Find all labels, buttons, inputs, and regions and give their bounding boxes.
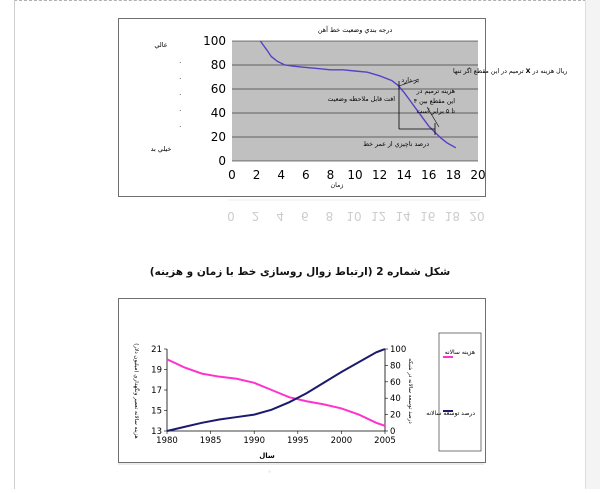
- left-axis-label: هزينه سالانه تعمير ونگهداري (ميليون دلار): [133, 343, 139, 439]
- growth-series-line: [167, 349, 385, 431]
- next-figure-edge-svg: [118, 463, 484, 489]
- figure-2-chart: [119, 299, 485, 462]
- x-tick-label: 0: [228, 168, 236, 182]
- x-tick-label: 20: [470, 168, 486, 182]
- x-tick-label: 6: [301, 168, 310, 182]
- y-tick-label: 20: [210, 130, 226, 144]
- reflected-tick-label: 4: [276, 209, 285, 223]
- y-dot: .: [179, 120, 182, 129]
- reflected-tick-label: 10: [346, 209, 362, 223]
- y-tick-label: 60: [210, 82, 226, 96]
- x-tick-label: 1985: [199, 436, 222, 446]
- reflected-tick-label: 14: [395, 209, 411, 223]
- y-tick-label: 100: [203, 34, 226, 48]
- figure-caption: شکل شماره 2 (ارتباط زوال روسازی خط با زمان و هزینه): [149, 266, 451, 278]
- page-top-border: [14, 0, 586, 1]
- x-axis-label: زمان: [330, 182, 344, 189]
- reflected-tick-label: 8: [325, 209, 334, 223]
- right-tick-label: 20: [390, 410, 401, 421]
- cost-series-line: [167, 359, 385, 426]
- x-tick-label: 1995: [286, 436, 309, 446]
- reflection-svg: [118, 198, 484, 232]
- legend-label-growth: درصد توسعه سالانه: [426, 410, 475, 417]
- reflected-tick-label: 12: [370, 209, 387, 223]
- right-tick-label: 80: [390, 361, 401, 372]
- right-tick-label: 100: [390, 345, 407, 355]
- y-tick-label: 80: [210, 58, 226, 72]
- x-tick-label: 2005: [374, 436, 396, 446]
- y-dot: .: [179, 104, 182, 113]
- page-left-margin-line: [14, 0, 15, 489]
- figure-1-reflection: [118, 198, 484, 232]
- next-figure-top-edge: [118, 463, 484, 489]
- y-tick-label: 0: [218, 154, 226, 168]
- x-tick-label: 2000: [330, 436, 353, 446]
- left-tick-label: 17: [151, 386, 162, 396]
- x-axis-label: سال: [259, 452, 275, 460]
- right-axis-label: درصد توسعه سالانه در شبكه: [407, 358, 413, 424]
- x-tick-label: 10: [347, 168, 363, 182]
- annotation-2b: اين مقطع بين ۴: [413, 98, 455, 105]
- x-tick-label: 1980: [156, 436, 178, 446]
- y-dot: .: [179, 56, 182, 65]
- y-dot: .: [179, 88, 182, 97]
- annotation-1c: بر دارد: [401, 77, 419, 84]
- annotation-2: هزينه ترميم در: [416, 88, 455, 95]
- figure-2-frame: [118, 298, 486, 463]
- right-tick-label: 0: [390, 427, 396, 437]
- figure-1-frame: [118, 18, 568, 197]
- y-dot: .: [179, 72, 182, 81]
- left-tick-label: 13: [151, 427, 162, 437]
- left-tick-label: 15: [151, 406, 162, 417]
- y-top-label: عالي: [154, 41, 168, 49]
- right-tick-label: 60: [390, 377, 401, 388]
- x-tick-label: 18: [445, 168, 462, 182]
- right-tick-label: 40: [390, 394, 401, 405]
- vertical-scrollbar[interactable]: [585, 0, 600, 489]
- left-tick-label: 19: [151, 365, 162, 376]
- x-tick-label: 1990: [243, 436, 266, 446]
- y-tick-label: 40: [210, 106, 226, 120]
- reflected-tick-label: 2: [251, 209, 260, 223]
- left-tick-label: 21: [151, 345, 162, 355]
- y-bottom-label: خيلي بد: [150, 145, 172, 153]
- legend-label-cost: هزينه سالانه: [444, 349, 475, 356]
- figure-1-title: درجه بندي وضعيت خط آهن: [317, 26, 393, 34]
- x-tick-label: 16: [421, 168, 437, 182]
- annotation-2c: تا ۵ برابر است: [416, 108, 455, 115]
- reflected-tick-label: 16: [420, 209, 436, 223]
- reflected-tick-label: 20: [469, 209, 485, 223]
- reflected-tick-label: 18: [444, 209, 461, 223]
- figure-1-chart: [119, 19, 568, 196]
- annotation-3: افت قابل ملاحظه وضعيت: [327, 96, 395, 103]
- annotation-1: ريال هزينه در X ترميم در اين مقطع اگر تنها: [453, 68, 568, 75]
- reflected-tick-label: 0: [227, 209, 235, 223]
- x-tick-label: 2: [252, 168, 261, 182]
- x-tick-label: 4: [277, 168, 286, 182]
- x-tick-label: 8: [326, 168, 335, 182]
- annotation-4: درصد ناچيزي از عمر خط: [363, 141, 429, 148]
- reflected-tick-label: 6: [300, 209, 309, 223]
- faded-text: °: [268, 470, 271, 477]
- x-tick-label: 12: [371, 168, 388, 182]
- x-tick-label: 14: [396, 168, 412, 182]
